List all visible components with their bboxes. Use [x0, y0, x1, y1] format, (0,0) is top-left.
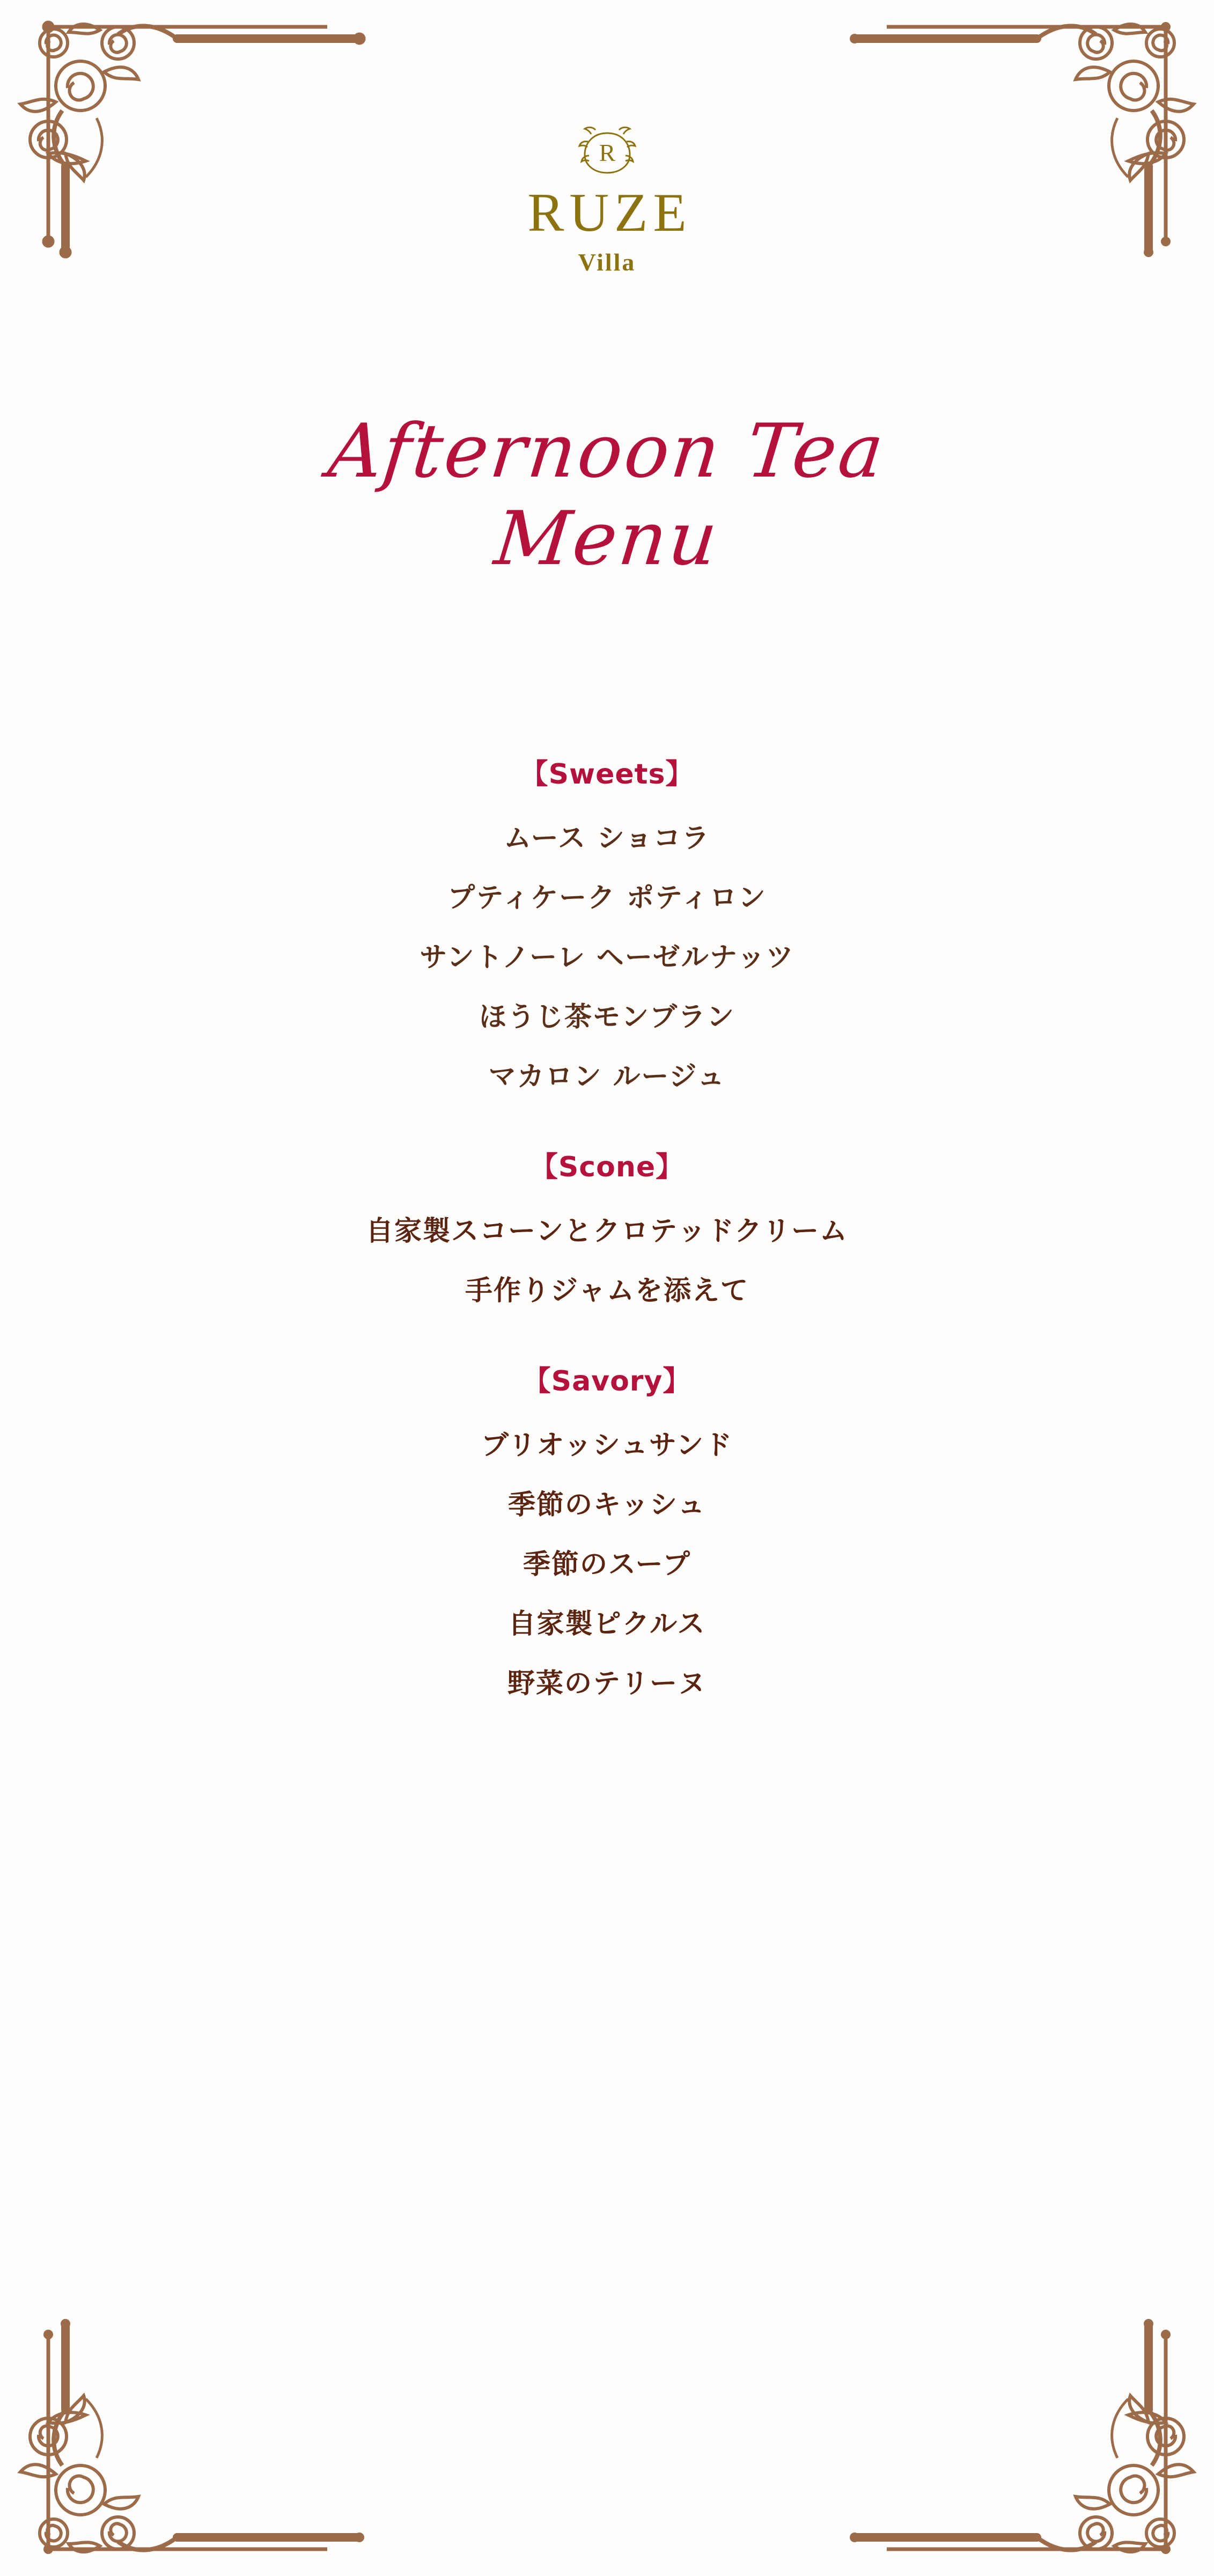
brand-logo — [0, 123, 1214, 276]
menu-item: プティケーク ポティロン — [447, 882, 767, 914]
menu-section-scone — [0, 1144, 1214, 1305]
laurel-wreath-r-monogram-icon — [575, 123, 639, 182]
page-title-line-1: Afternoon Tea — [324, 408, 890, 494]
menu-item: 手作りジャムを添えて — [465, 1275, 749, 1307]
menu-item: 野菜のテリーヌ — [507, 1668, 707, 1700]
rose-corner-flourish-icon-bottom-left — [16, 2313, 370, 2571]
menu-section-savory — [0, 1358, 1214, 1700]
menu-item: サントノーレ ヘーゼルナッツ — [420, 942, 794, 974]
menu-item: 自家製スコーンとクロテッドクリーム — [366, 1216, 848, 1247]
menu-item: 季節のスープ — [523, 1549, 691, 1580]
menu-item: 季節のキッシュ — [508, 1489, 706, 1521]
menu-item: 自家製ピクルス — [508, 1608, 706, 1640]
section-heading-savory: 【Savory】 — [523, 1365, 691, 1397]
svg-text:R: R — [599, 139, 615, 166]
page-title-line-2: Menu — [490, 495, 724, 582]
section-heading-scone: 【Scone】 — [529, 1151, 685, 1183]
menu-section-sweets — [0, 751, 1214, 1091]
page-title — [0, 408, 1214, 583]
rose-corner-flourish-icon-bottom-right — [844, 2313, 1198, 2571]
menu-item: ムース ショコラ — [504, 823, 710, 854]
brand-name: RUZE — [527, 182, 692, 243]
menu-item: ほうじ茶モンブラン — [479, 1001, 735, 1033]
menu-item: マカロン ルージュ — [488, 1061, 726, 1093]
menu-body — [0, 751, 1214, 1700]
menu-item: ブリオッシュサンド — [481, 1430, 733, 1461]
brand-sub-name: Villa — [578, 248, 636, 276]
section-heading-sweets: 【Sweets】 — [520, 758, 694, 791]
